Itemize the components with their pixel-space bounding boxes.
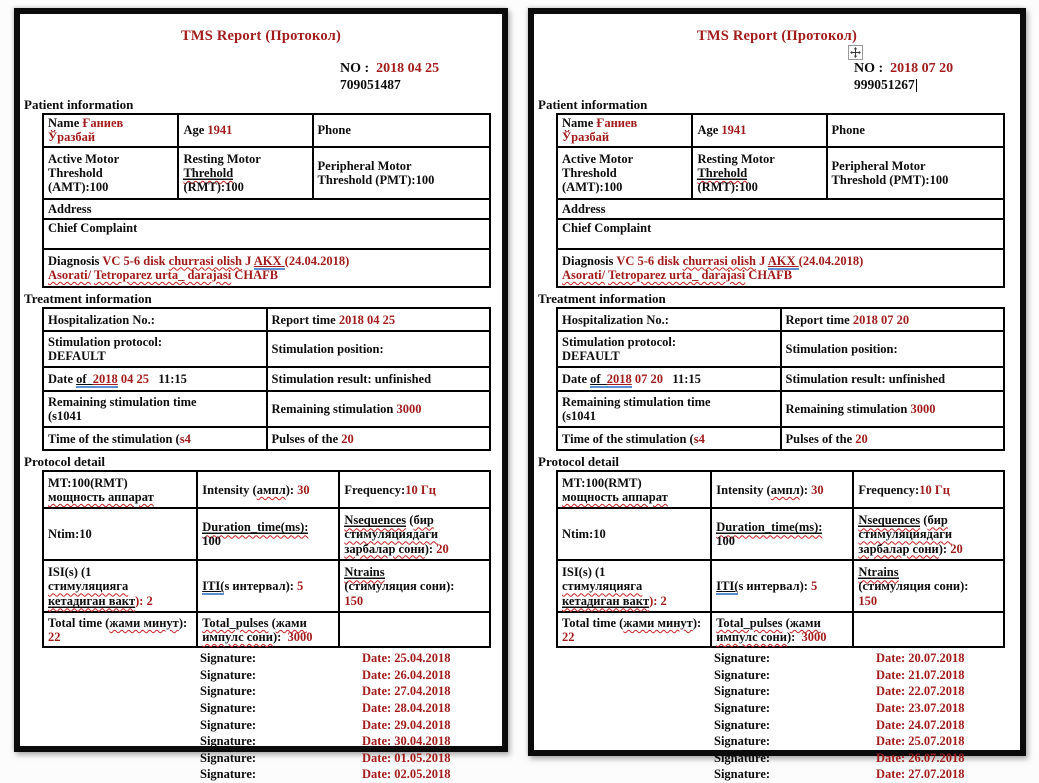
ntrains-cell[interactable]: Ntrains (стимуляция сони): 150 [339,560,490,612]
signature-row[interactable] [714,650,1012,667]
signature-date: Date: 01.05.2018 [362,750,451,765]
total-pulses-cell[interactable]: Total_pulses (жами импулс сони): 3000 [711,612,853,647]
signature-label: Signature: [200,750,257,765]
remaining-stimulation-cell[interactable]: Remaining stimulation 3000 [267,391,491,427]
duration-time-cell[interactable]: Duration_time(ms): 100 [197,508,339,560]
signature-row[interactable] [714,684,1012,701]
table-row [557,219,1004,249]
table-row [557,147,1004,199]
table-row [43,331,490,367]
patient-phone-cell[interactable]: Phone [827,114,1004,147]
four-way-arrow-glyph [850,47,861,58]
signature-date: Date: 23.07.2018 [876,701,965,716]
chief-complaint-cell[interactable]: Chief Complaint [43,219,490,249]
treatment-table [556,307,1005,451]
treatment-table [42,307,491,451]
page-title[interactable]: TMS Report (Протокол) [697,28,857,44]
table-row [557,391,1004,427]
table-move-handle-icon[interactable] [848,45,863,60]
duration-time-cell[interactable]: Duration_time(ms): 100 [711,508,853,560]
signature-date: Date: 21.07.2018 [876,667,965,682]
table-row [43,391,490,427]
hospitalization-cell[interactable]: Hospitalization No.: [557,308,781,331]
intensity-cell[interactable]: Intensity (ампл): 30 [711,471,853,508]
signature-row[interactable] [200,650,494,667]
signature-label: Signature: [714,750,771,765]
remaining-time-cell[interactable]: Remaining stimulation time (s1041 [557,391,781,427]
table-row [43,199,490,219]
serial-line [854,77,1012,93]
isi-cell[interactable]: ISI(s) (1 стимуляцияга кетадиган вакт): 2 [43,560,197,612]
stimulation-position-cell[interactable]: Stimulation position: [267,331,491,367]
table-row [557,367,1004,391]
nsequences-cell[interactable]: Nsequences (бир стимуляциядаги зарбалар сони): 20 [853,508,1004,560]
signature-row[interactable] [714,667,1012,684]
table-row [43,249,490,287]
date-cell[interactable]: Date of 2018 07 20 11:15 [557,367,781,391]
signature-date: Date: 26.04.2018 [362,667,451,682]
table-row [43,612,490,647]
iti-cell[interactable]: ITI(s интервал): 5 [197,560,339,612]
table-row [557,612,1004,647]
table-row [43,367,490,391]
signature-row[interactable] [714,767,1012,783]
patient-age-cell[interactable]: Age 1941 [178,114,312,147]
patient-age-cell[interactable]: Age 1941 [692,114,826,147]
patient-section-heading[interactable]: Patient information [24,96,134,112]
table-row [557,508,1004,560]
report-no-value: 2018 04 25 [376,61,440,76]
protocol-section-heading[interactable]: Protocol detail [24,454,105,470]
report-no-line [340,60,494,77]
table-row [557,560,1004,612]
total-pulses-cell[interactable]: Total_pulses (жами импулс сони): 3000 [197,612,339,647]
signature-date: Date: 24.07.2018 [876,717,965,732]
patient-name-cell[interactable]: Name Ғаниев Ўразбай [43,114,178,147]
signature-label: Signature: [200,684,257,699]
signature-label: Signature: [714,767,771,782]
time-of-stimulation-cell[interactable]: Time of the stimulation (s4 [43,427,267,450]
total-time-cell[interactable]: Total time (жами минут): 22 [557,612,711,647]
signature-row[interactable] [200,750,494,767]
treatment-section-heading[interactable]: Treatment information [538,290,666,306]
serial-number: 709051487 [340,77,401,93]
diagnosis-cell[interactable]: Diagnosis VC 5-6 disk churrasi olish J AKX (24.04.2018) Asorati/ Tetroparez urta_ darajasi CHAFB [557,249,1004,287]
table-row [43,219,490,249]
remaining-time-cell[interactable]: Remaining stimulation time (s1041 [43,391,267,427]
ntrains-cell[interactable]: Ntrains (стимуляция сони): 150 [853,560,1004,612]
treatment-section-heading[interactable]: Treatment information [24,290,152,306]
table-row [557,308,1004,331]
patient-table [42,113,491,288]
signature-row[interactable] [200,684,494,701]
signature-row[interactable] [200,700,494,717]
frequency-cell[interactable]: Frequency:10 Гц [339,471,490,508]
signature-row[interactable] [200,717,494,734]
report-no-label: NO : [340,61,377,76]
report-page[interactable] [14,8,508,782]
signature-label: Signature: [714,684,771,699]
signature-date: Date: 25.07.2018 [876,734,965,749]
signature-label: Signature: [200,651,257,666]
signature-row[interactable] [714,733,1012,750]
table-row [557,199,1004,219]
amt-cell[interactable]: Active Motor Threshold (AMT):100 [557,147,692,199]
empty-cell[interactable] [853,612,1004,647]
report-no-label: NO : [854,61,891,76]
report-time-cell[interactable]: Report time 2018 04 25 [267,308,491,331]
signature-row[interactable] [200,733,494,750]
stimulation-result-cell[interactable]: Stimulation result: unfinished [781,367,1005,391]
rmt-cell[interactable]: Resting Motor Threhold (RMT):100 [178,147,312,199]
table-row [43,560,490,612]
pulses-cell[interactable]: Pulses of the 20 [781,427,1005,450]
diagnosis-cell[interactable]: Diagnosis VC 5-6 disk churrasi olish J AKX (24.04.2018) Asorati/ Tetroparez urta_ darajasi CHAFB [43,249,490,287]
address-cell[interactable]: Address [557,199,1004,219]
intensity-cell[interactable]: Intensity (ампл): 30 [197,471,339,508]
frequency-cell[interactable]: Frequency:10 Гц [853,471,1004,508]
report-no-line [854,60,1012,77]
table-row [557,471,1004,508]
date-cell[interactable]: Date of 2018 04 25 11:15 [43,367,267,391]
total-time-cell[interactable]: Total time (жами минут): 22 [43,612,197,647]
iti-cell[interactable]: ITI(s интервал): 5 [711,560,853,612]
signature-row[interactable] [714,750,1012,767]
signature-date: Date: 26.07.2018 [876,750,965,765]
serial-line [340,77,494,93]
report-no-value: 2018 07 20 [890,61,954,76]
patient-name-cell[interactable]: Name Ғаниев Ўразбай [557,114,692,147]
stimulation-result-cell[interactable]: Stimulation result: unfinished [267,367,491,391]
text-caret [916,79,918,92]
mt-cell[interactable]: MT:100(RMT) мощность аппарат [43,471,197,508]
protocol-table [42,470,491,648]
serial-number: 999051267 [854,77,915,93]
signature-label: Signature: [714,667,771,682]
protocol-table [556,470,1005,648]
table-row [43,147,490,199]
isi-cell[interactable]: ISI(s) (1 стимуляцияга кетадиган вакт): 2 [557,560,711,612]
patient-section-heading[interactable]: Patient information [538,96,648,112]
amt-cell[interactable]: Active Motor Threshold (AMT):100 [43,147,178,199]
time-of-stimulation-cell[interactable]: Time of the stimulation (s4 [557,427,781,450]
signature-label: Signature: [200,667,257,682]
pmt-cell[interactable]: Peripheral Motor Threshold (PMT):100 [313,147,490,199]
page-title[interactable]: TMS Report (Протокол) [181,28,341,44]
signature-date: Date: 20.07.2018 [876,651,965,666]
signature-label: Signature: [200,701,257,716]
patient-table [556,113,1005,288]
stimulation-protocol-cell[interactable]: Stimulation protocol: DEFAULT [43,331,267,367]
signature-label: Signature: [714,734,771,749]
report-number-block[interactable] [854,60,1012,94]
signature-date: Date: 02.05.2018 [362,767,451,782]
report-number-block[interactable] [340,60,494,94]
signature-label: Signature: [714,651,771,666]
remaining-stimulation-cell[interactable]: Remaining stimulation 3000 [781,391,1005,427]
ntim-cell[interactable]: Ntim:10 [43,508,197,560]
table-row [557,427,1004,450]
signature-date: Date: 28.04.2018 [362,701,451,716]
signature-date: Date: 22.07.2018 [876,684,965,699]
table-row [557,249,1004,287]
table-row [557,114,1004,147]
report-page[interactable] [528,8,1026,782]
rmt-cell[interactable]: Resting Motor Threhold (RMT):100 [692,147,826,199]
table-row [43,308,490,331]
signature-block [200,650,494,783]
table-row [43,471,490,508]
signature-block [714,650,1012,783]
pulses-cell[interactable]: Pulses of the 20 [267,427,491,450]
signature-row[interactable] [714,700,1012,717]
table-row [43,508,490,560]
signature-row[interactable] [714,717,1012,734]
patient-phone-cell[interactable]: Phone [313,114,490,147]
table-row [43,114,490,147]
mt-cell[interactable]: MT:100(RMT) мощность аппарат [557,471,711,508]
signature-label: Signature: [200,734,257,749]
signature-label: Signature: [200,767,257,782]
signature-date: Date: 30.04.2018 [362,734,451,749]
signature-date: Date: 27.07.2018 [876,767,965,782]
table-row [557,331,1004,367]
signature-row[interactable] [200,667,494,684]
signature-date: Date: 25.04.2018 [362,651,451,666]
empty-cell[interactable] [339,612,490,647]
signature-label: Signature: [714,717,771,732]
signature-label: Signature: [200,717,257,732]
pmt-cell[interactable]: Peripheral Motor Threshold (PMT):100 [827,147,1004,199]
ntim-cell[interactable]: Ntim:10 [557,508,711,560]
table-row [43,427,490,450]
stimulation-position-cell[interactable]: Stimulation position: [781,331,1005,367]
hospitalization-cell[interactable]: Hospitalization No.: [43,308,267,331]
signature-label: Signature: [714,701,771,716]
signature-date: Date: 27.04.2018 [362,684,451,699]
signature-row[interactable] [200,767,494,783]
report-time-cell[interactable]: Report time 2018 07 20 [781,308,1005,331]
stimulation-protocol-cell[interactable]: Stimulation protocol: DEFAULT [557,331,781,367]
protocol-section-heading[interactable]: Protocol detail [538,454,619,470]
nsequences-cell[interactable]: Nsequences (бир стимуляциядаги зарбалар сони): 20 [339,508,490,560]
signature-date: Date: 29.04.2018 [362,717,451,732]
chief-complaint-cell[interactable]: Chief Complaint [557,219,1004,249]
address-cell[interactable]: Address [43,199,490,219]
